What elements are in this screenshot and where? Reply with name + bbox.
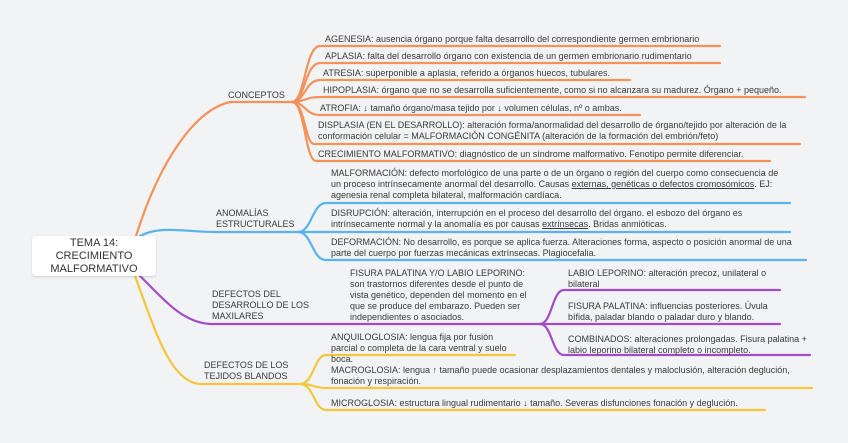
concept-aplasia[interactable]: APLASIA: falta del desarrollo órgano con existencia de un germen embrionario rudimentario: [325, 51, 692, 61]
disrupcion-ejemplo: . Bridas anmióticas.: [588, 219, 667, 229]
concept-displasia[interactable]: DISPLASIA (EN EL DESARROLLO): alteración forma/anormalidad del desarrollo de órgano/tejido por alteración de la conformación celular = MALFORMACIÓN CONGÉNITA (alteración de la formación del embrión/feto): [318, 120, 787, 141]
concept-agenesia[interactable]: AGENESIA: ausencia órgano porque falta desarrollo del correspondiente germen embrionario: [325, 34, 700, 44]
branch-label-tejidos[interactable]: DEFECTOS DE LOS TEJIDOS BLANDOS: [204, 360, 289, 381]
concept-crecimiento[interactable]: CRECIMIENTO MALFORMATIVO: diagnóstico de un síndrome malformativo. Fenotipo permite diferenciar.: [318, 149, 744, 159]
anomalia-deformacion[interactable]: DEFORMACIÓN: No desarrollo, es porque se aplica fuerza. Alteraciones forma, aspecto o posición anormal de una parte del cuerpo por fuerzas mecánicas extrínsecas. Plagiocefalia.: [331, 237, 792, 258]
disrupcion-text: DISRUPCIÓN: alteración, interrupción en el proceso del desarrollo del órgano. el esbozo del órgano es intrínsecamente normal y la anomalía es por causas: [331, 208, 743, 229]
branch-label-defectos-max[interactable]: DEFECTOS DEL DESARROLLO DE LOS MAXILARES: [212, 289, 310, 321]
root-topic[interactable]: [32, 236, 156, 276]
tejido-macroglosia[interactable]: MACROGLOSIA: lengua ↑ tamaño puede ocasionar desplazamientos dentales y maloclusión, alteración deglución, fonación y respiración.: [331, 365, 790, 386]
sub-labio-leporino[interactable]: LABIO LEPORINO: alteración precoz, unilateral o bilateral: [568, 268, 767, 289]
malformacion-text: MALFORMACIÓN: defecto morfológico de una parte o de un órgano o región del cuerpo como consecuencia de un proceso intrínsecamente anormal del desarrollo. Causas: [331, 168, 779, 189]
sub-combinados[interactable]: COMBINADOS: alteraciones prolongadas. Fisura palatina + labio leporino bilateral completo o incompleto.: [568, 334, 807, 355]
malformacion-ejemplo: . EJ: agenesia renal completa bilateral, malformación cardíaca.: [331, 179, 773, 200]
root-title: TEMA 14: CRECIMIENTO MALFORMATIVO: [50, 236, 138, 275]
concept-atresia[interactable]: ATRESIA: superponible a aplasia, referido a órganos huecos, tubulares.: [323, 68, 611, 78]
anomalia-disrupcion[interactable]: [331, 208, 787, 230]
disrupcion-causas: extrínsecas: [542, 219, 589, 229]
malformacion-causas: externas, genéticas o defectos cromosómicos: [571, 179, 755, 189]
tejido-microglosia[interactable]: MICROGLOSIA: estructura lingual rudimentario ↓ tamaño. Severas disfunciones fonación y deglución.: [331, 398, 738, 408]
branch-label-conceptos[interactable]: CONCEPTOS: [228, 90, 285, 100]
branch-label-anomalias[interactable]: ANOMALÍAS ESTRUCTURALES: [216, 208, 295, 229]
concept-atrofia[interactable]: ATROFIA: ↓ tamaño órgano/masa tejido por ↓ volumen células, nº o ambas.: [320, 103, 622, 113]
fisura-labio-leporino[interactable]: FISURA PALATINA Y/O LABIO LEPORINO: son trastornos diferentes desde el punto de vista genético, dependen del momento en el que se produce del embarazo. Pueden ser independientes o asociados.: [350, 268, 527, 322]
tejido-anquiloglosia[interactable]: ANQUILOGLOSIA: lengua fija por fusión parcial o completa de la cara ventral y suelo boca.: [331, 332, 507, 364]
sub-fisura-palatina[interactable]: FISURA PALATINA: influencias posteriores. Úvula bífida, paladar blando o paladar duro y blando.: [568, 301, 768, 322]
concept-hipoplasia[interactable]: HIPOPLASIA: órgano que no se desarrolla suficientemente, como si no alcanzara su madurez. Órgano + pequeño.: [323, 85, 782, 95]
anomalia-malformacion[interactable]: [331, 168, 787, 201]
